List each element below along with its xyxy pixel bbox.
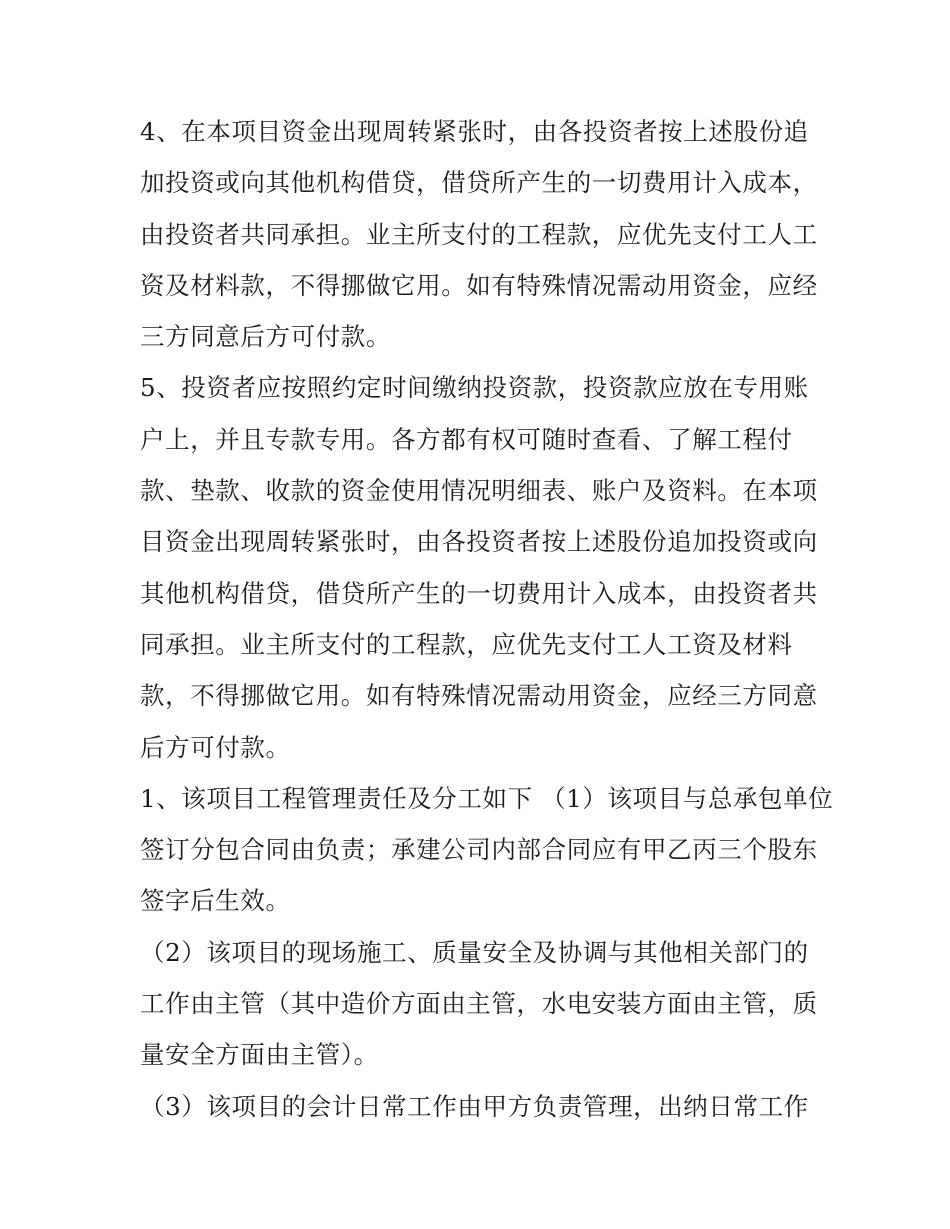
text-line: 4、在本项目资金出现周转紧张时，由各投资者按上述股份追 bbox=[140, 117, 809, 146]
text-line: 后方可付款。 bbox=[140, 732, 291, 762]
text-line: 同承担。业主所支付的工程款，应优先支付工人工资及材料 bbox=[140, 629, 793, 659]
text-line: 三方同意后方可付款。 bbox=[140, 322, 391, 352]
text-line: 工作由主管（其中造价方面由主管，水电安装方面由主管，质 bbox=[140, 989, 818, 1019]
text-line: 量安全方面由主管）。 bbox=[140, 1040, 379, 1070]
text-line: 由投资者共同承担。业主所支付的工程款，应优先支付工人工 bbox=[140, 219, 818, 249]
text-line: 资及材料款，不得挪做它用。如有特殊情况需动用资金，应经 bbox=[140, 270, 818, 300]
text-line: 5、投资者应按照约定时间缴纳投资款，投资款应放在专用账 bbox=[140, 373, 809, 403]
text-line: 加投资或向其他机构借贷，借贷所产生的一切费用计入成本， bbox=[140, 168, 818, 198]
text-line: 户上，并且专款专用。各方都有权可随时查看、了解工程付 bbox=[140, 424, 793, 454]
text-line: 目资金出现周转紧张时，由各投资者按上述股份追加投资或向 bbox=[140, 527, 818, 557]
text-line: 款、垫款、收款的资金使用情况明细表、账户及资料。在本项 bbox=[140, 476, 818, 506]
text-line: （2）该项目的现场施工、质量安全及协调与其他相关部门的 bbox=[140, 937, 809, 967]
text-line: （3）该项目的会计日常工作由甲方负责管理，出纳日常工作 bbox=[140, 1091, 809, 1121]
text-line: 签字后生效。 bbox=[140, 886, 291, 916]
text-line: 款，不得挪做它用。如有特殊情况需动用资金，应经三方同意 bbox=[140, 681, 818, 711]
text-line: 1、该项目工程管理责任及分工如下 （1）该项目与总承包单位 bbox=[140, 783, 834, 813]
text-line: 其他机构借贷，借贷所产生的一切费用计入成本，由投资者共 bbox=[140, 578, 818, 608]
text-line: 签订分包合同由负责；承建公司内部合同应有甲乙丙三个股东 bbox=[140, 835, 818, 865]
document-body bbox=[140, 106, 834, 1132]
